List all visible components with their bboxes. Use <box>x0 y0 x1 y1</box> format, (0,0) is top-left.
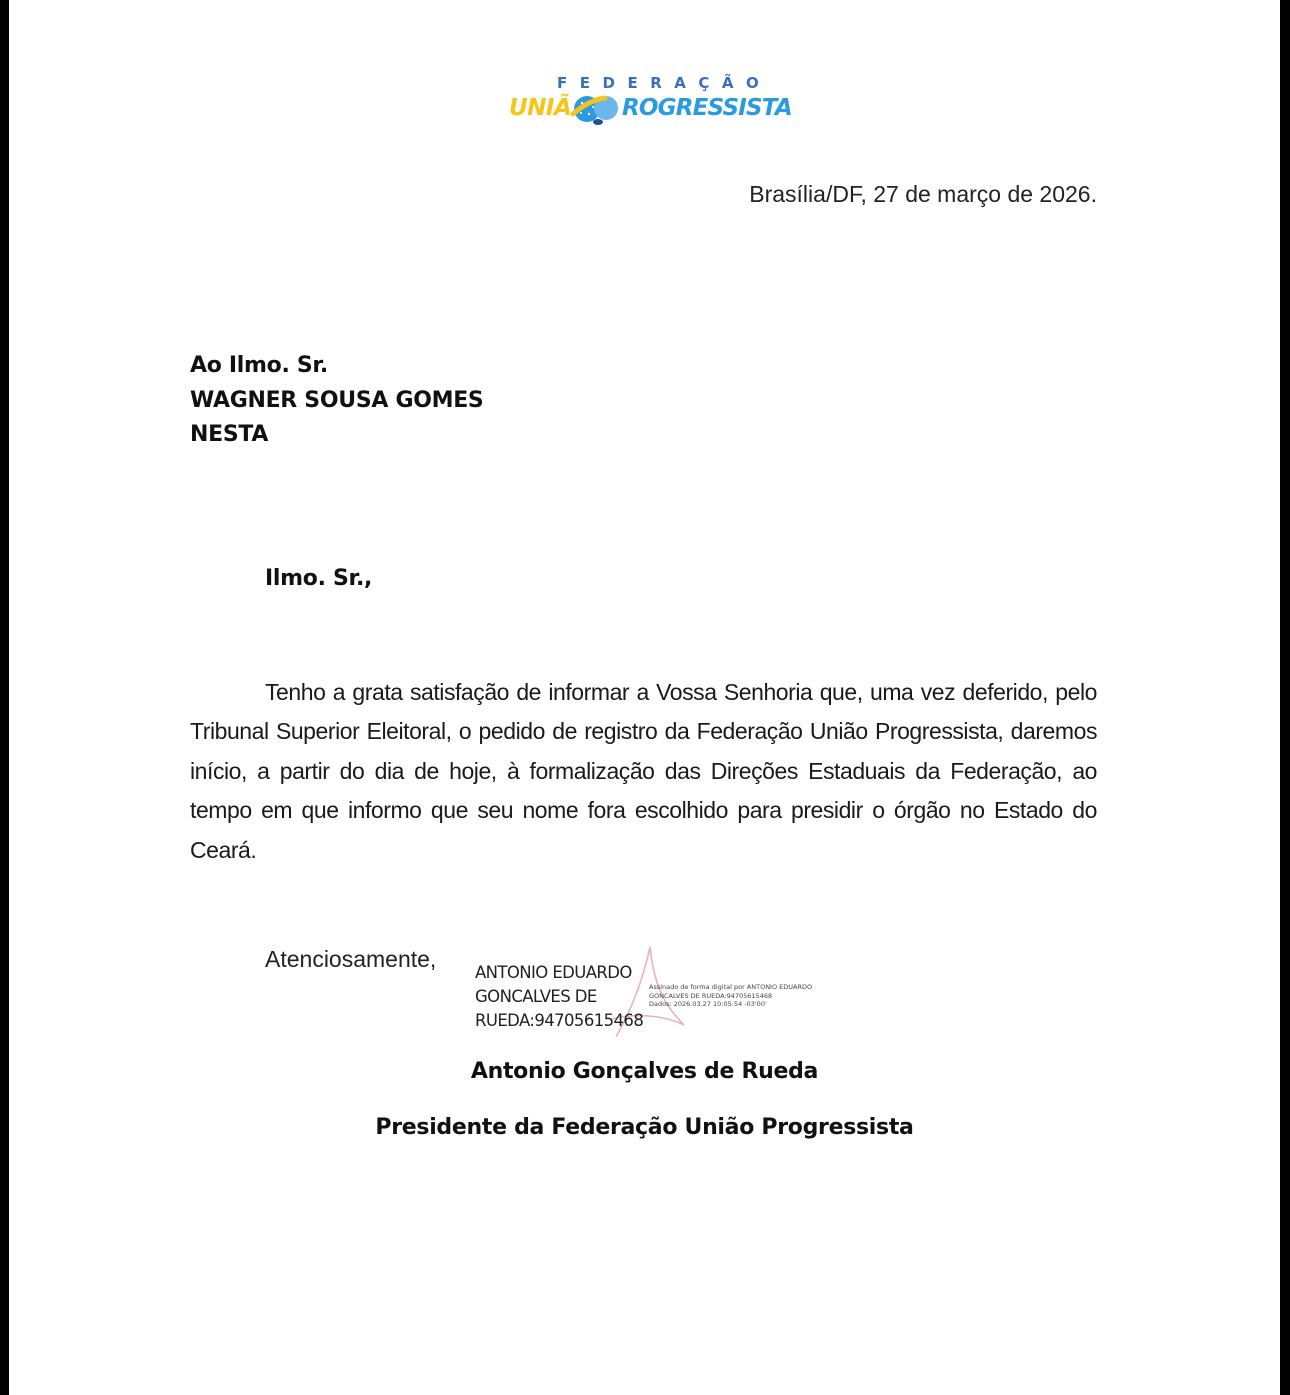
body-text: Tenho a grata satisfação de informar a Vossa Senhoria que, uma vez deferido, pelo Tribunal Superior Eleitoral, o pedido de registro da Federação União Progressista, daremos início, a partir do dia de hoje, à formalização das Direções Estaduais da Federação, ao tempo em que informo que seu nome fora escolhido para presidir o órgão no Estado do Ceará. <box>190 679 1097 863</box>
globe-emblem-icon <box>571 92 623 128</box>
addressee-title: Ao Ilmo. Sr. <box>190 353 328 378</box>
signature-metadata: Assinado de forma digital por ANTONIO EDUARDO GONCALVES DE RUEDA:94705615468 Dados: 2026.03.27 10:05:54 -03'00' <box>649 983 813 1008</box>
salutation: Ilmo. Sr., <box>265 566 373 591</box>
federation-logo <box>509 72 809 132</box>
date-line: Brasília/DF, 27 de março de 2026. <box>749 181 1097 207</box>
signer-title: Presidente da Federação União Progressista <box>375 1115 914 1140</box>
digital-signature-block <box>474 945 834 1045</box>
letter-page <box>9 0 1280 1395</box>
logo-uniao-text: UNIÃ <box>509 95 572 121</box>
closing: Atenciosamente, <box>265 946 437 972</box>
addressee-block <box>190 349 483 453</box>
logo-progressista-text: ROGRESSISTA <box>622 95 792 121</box>
body-paragraph <box>190 673 1097 870</box>
addressee-name: WAGNER SOUSA GOMES <box>190 387 484 413</box>
signature-name: ANTONIO EDUARDO GONCALVES DE RUEDA:94705615468 <box>475 963 644 1030</box>
signer-name: Antonio Gonçalves de Rueda <box>470 1059 819 1084</box>
addressee-location: NESTA <box>190 422 269 447</box>
logo-federacao-text: FEDERAÇÃO <box>557 74 772 92</box>
